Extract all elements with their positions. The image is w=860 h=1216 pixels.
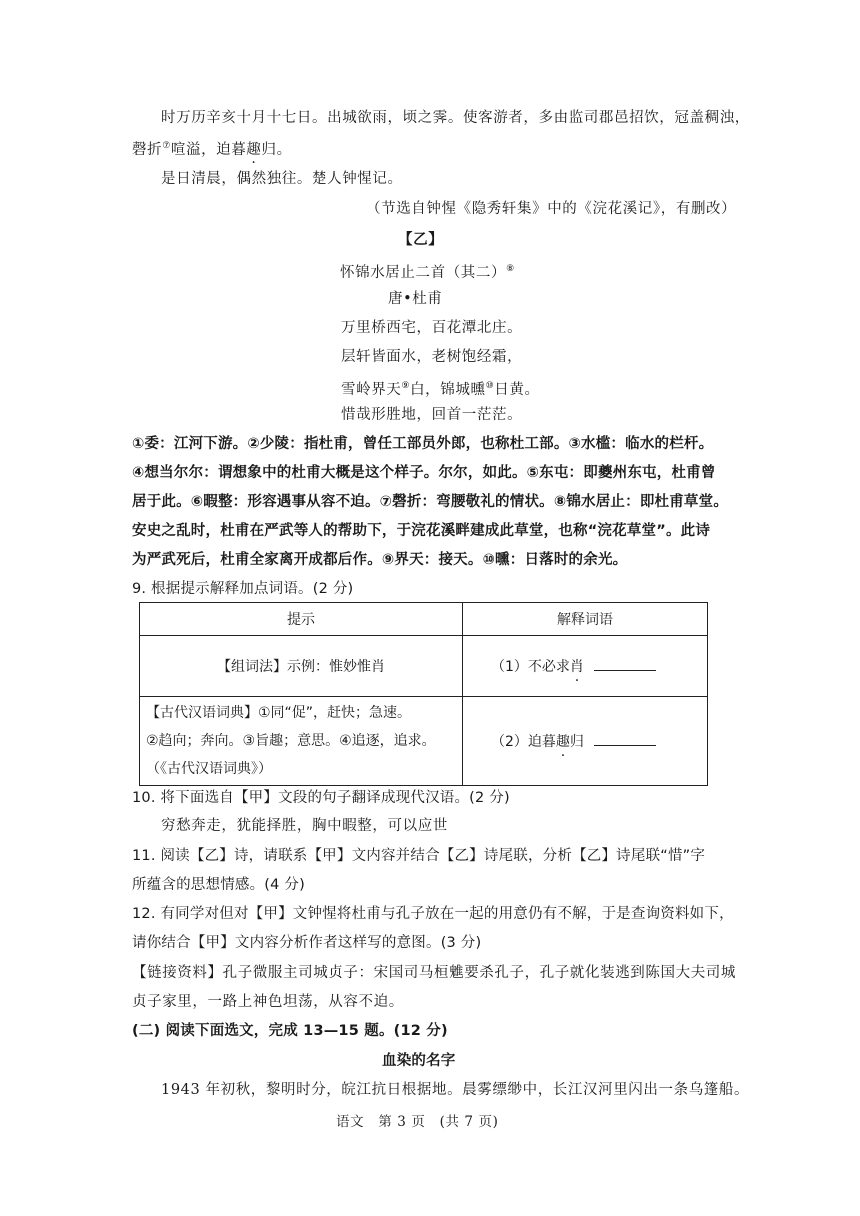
q12-line-2: 请你结合【甲】文内容分析作者这样写的意图。(3 分) <box>132 935 482 951</box>
yi-heading: 【乙】 <box>398 231 444 248</box>
dotted-word: 趣 <box>246 141 262 158</box>
q11-line-1: 11. 阅读【乙】诗，请联系【甲】文内容并结合【乙】诗尾联，分析【乙】诗尾联“惜”字 <box>132 848 706 864</box>
article-first-line: 1943 年初秋，黎明时分，皖江抗日根据地。晨雾缥缈中，长江汉河里闪出一条乌篷船。 <box>161 1082 750 1098</box>
dotted-word: 肖 <box>569 659 584 675</box>
note-line-1: ①委：江河下游。②少陵：指杜甫，曾任工部员外郎，也称杜工部。③水槛：临水的栏杆。 <box>132 436 714 452</box>
answer-blank-1[interactable] <box>594 656 656 671</box>
jia-source: （节选自钟惺《隐秀轩集》中的《浣花溪记》，有删改） <box>366 201 737 217</box>
table-header-explain: 解释词语 <box>463 603 708 636</box>
article-title: 血染的名字 <box>382 1053 456 1069</box>
link-material-line-1: 【链接资料】孔子微服主司城贞子：宋国司马桓魋要杀孔子，孔子就化装逃到陈国大夫司城 <box>132 965 736 981</box>
q12-line-1: 12. 有同学对但对【甲】文钟惺将杜甫与孔子放在一起的用意仍有不解，于是查询资料如下， <box>132 906 734 922</box>
jia-line-1: 时万历辛亥十月十七日。出城欲雨，顷之霁。使客游者，多由监司郡邑招饮，冠盖稠浊， <box>161 110 750 126</box>
poem-line-3: 雪岭界天⑨白，锦城曛⑩日黄。 <box>341 381 540 398</box>
jia-line-3: 是日清晨，偶然独往。楚人钟惺记。 <box>161 171 403 187</box>
answer-cell-2: （2）迫暮趣归 <box>463 697 708 786</box>
note-line-2: ④想当尔尔：谓想象中的杜甫大概是这个样子。尔尔，如此。⑤东屯：即夔州东屯，杜甫曾 <box>132 465 716 481</box>
answer-cell-1: （1）不必求肖 <box>463 636 708 697</box>
dotted-word: 趣 <box>555 734 570 750</box>
q11-line-2: 所蕴含的思想情感。(4 分) <box>132 877 305 893</box>
hint-cell-1: 【组词法】示例：惟妙惟肖 <box>140 636 463 697</box>
q9-stem: 9. 根据提示解释加点词语。(2 分) <box>132 581 354 597</box>
hint-cell-2: 【古代汉语词典】①同“促”，赶快；急速。 ②趋向；奔向。③旨趣；意思。④追逐，追求。 （《古代汉语词典》） <box>140 697 463 786</box>
poem-line-1: 万里桥西宅，百花潭北庄。 <box>341 320 523 336</box>
poem-line-2: 层轩皆面水，老树饱经霜， <box>341 349 523 365</box>
section-2-heading: (二) 阅读下面选文，完成 13—15 题。(12 分) <box>132 1023 448 1039</box>
q9-table <box>139 602 708 786</box>
link-material-line-2: 贞子家里，一路上神色坦荡，从容不迫。 <box>132 994 404 1010</box>
q10-sentence: 穷愁奔走，犹能择胜，胸中暇整，可以应世 <box>161 818 448 834</box>
note-line-4: 安史之乱时，杜甫在严武等人的帮助下，于浣花溪畔建成此草堂，也称“浣花草堂”。此诗 <box>132 523 711 539</box>
poem-line-4: 惜哉形胜地，回首一茫茫。 <box>341 407 523 423</box>
answer-blank-2[interactable] <box>594 731 656 746</box>
poem-author: 唐•杜甫 <box>388 291 443 307</box>
jia-line-2: 磬折⑦喧溢，迫暮趣归。 <box>132 141 292 158</box>
poem-title: 怀锦水居止二首（其二）⑧ <box>340 264 515 281</box>
q10-stem: 10. 将下面选自【甲】文段的句子翻译成现代汉语。(2 分) <box>132 790 510 806</box>
note-line-5: 为严武死后，杜甫全家离开成都后作。⑨界天：接天。⑩曛：日落时的余光。 <box>132 552 628 568</box>
table-header-hint: 提示 <box>140 603 463 636</box>
note-line-3: 居于此。⑥暇整：形容遇事从容不迫。⑦磬折：弯腰敬礼的情状。⑧锦水居止：即杜甫草堂。 <box>132 494 729 510</box>
page-footer: 语文 第 3 页 (共 7 页) <box>336 1114 499 1130</box>
